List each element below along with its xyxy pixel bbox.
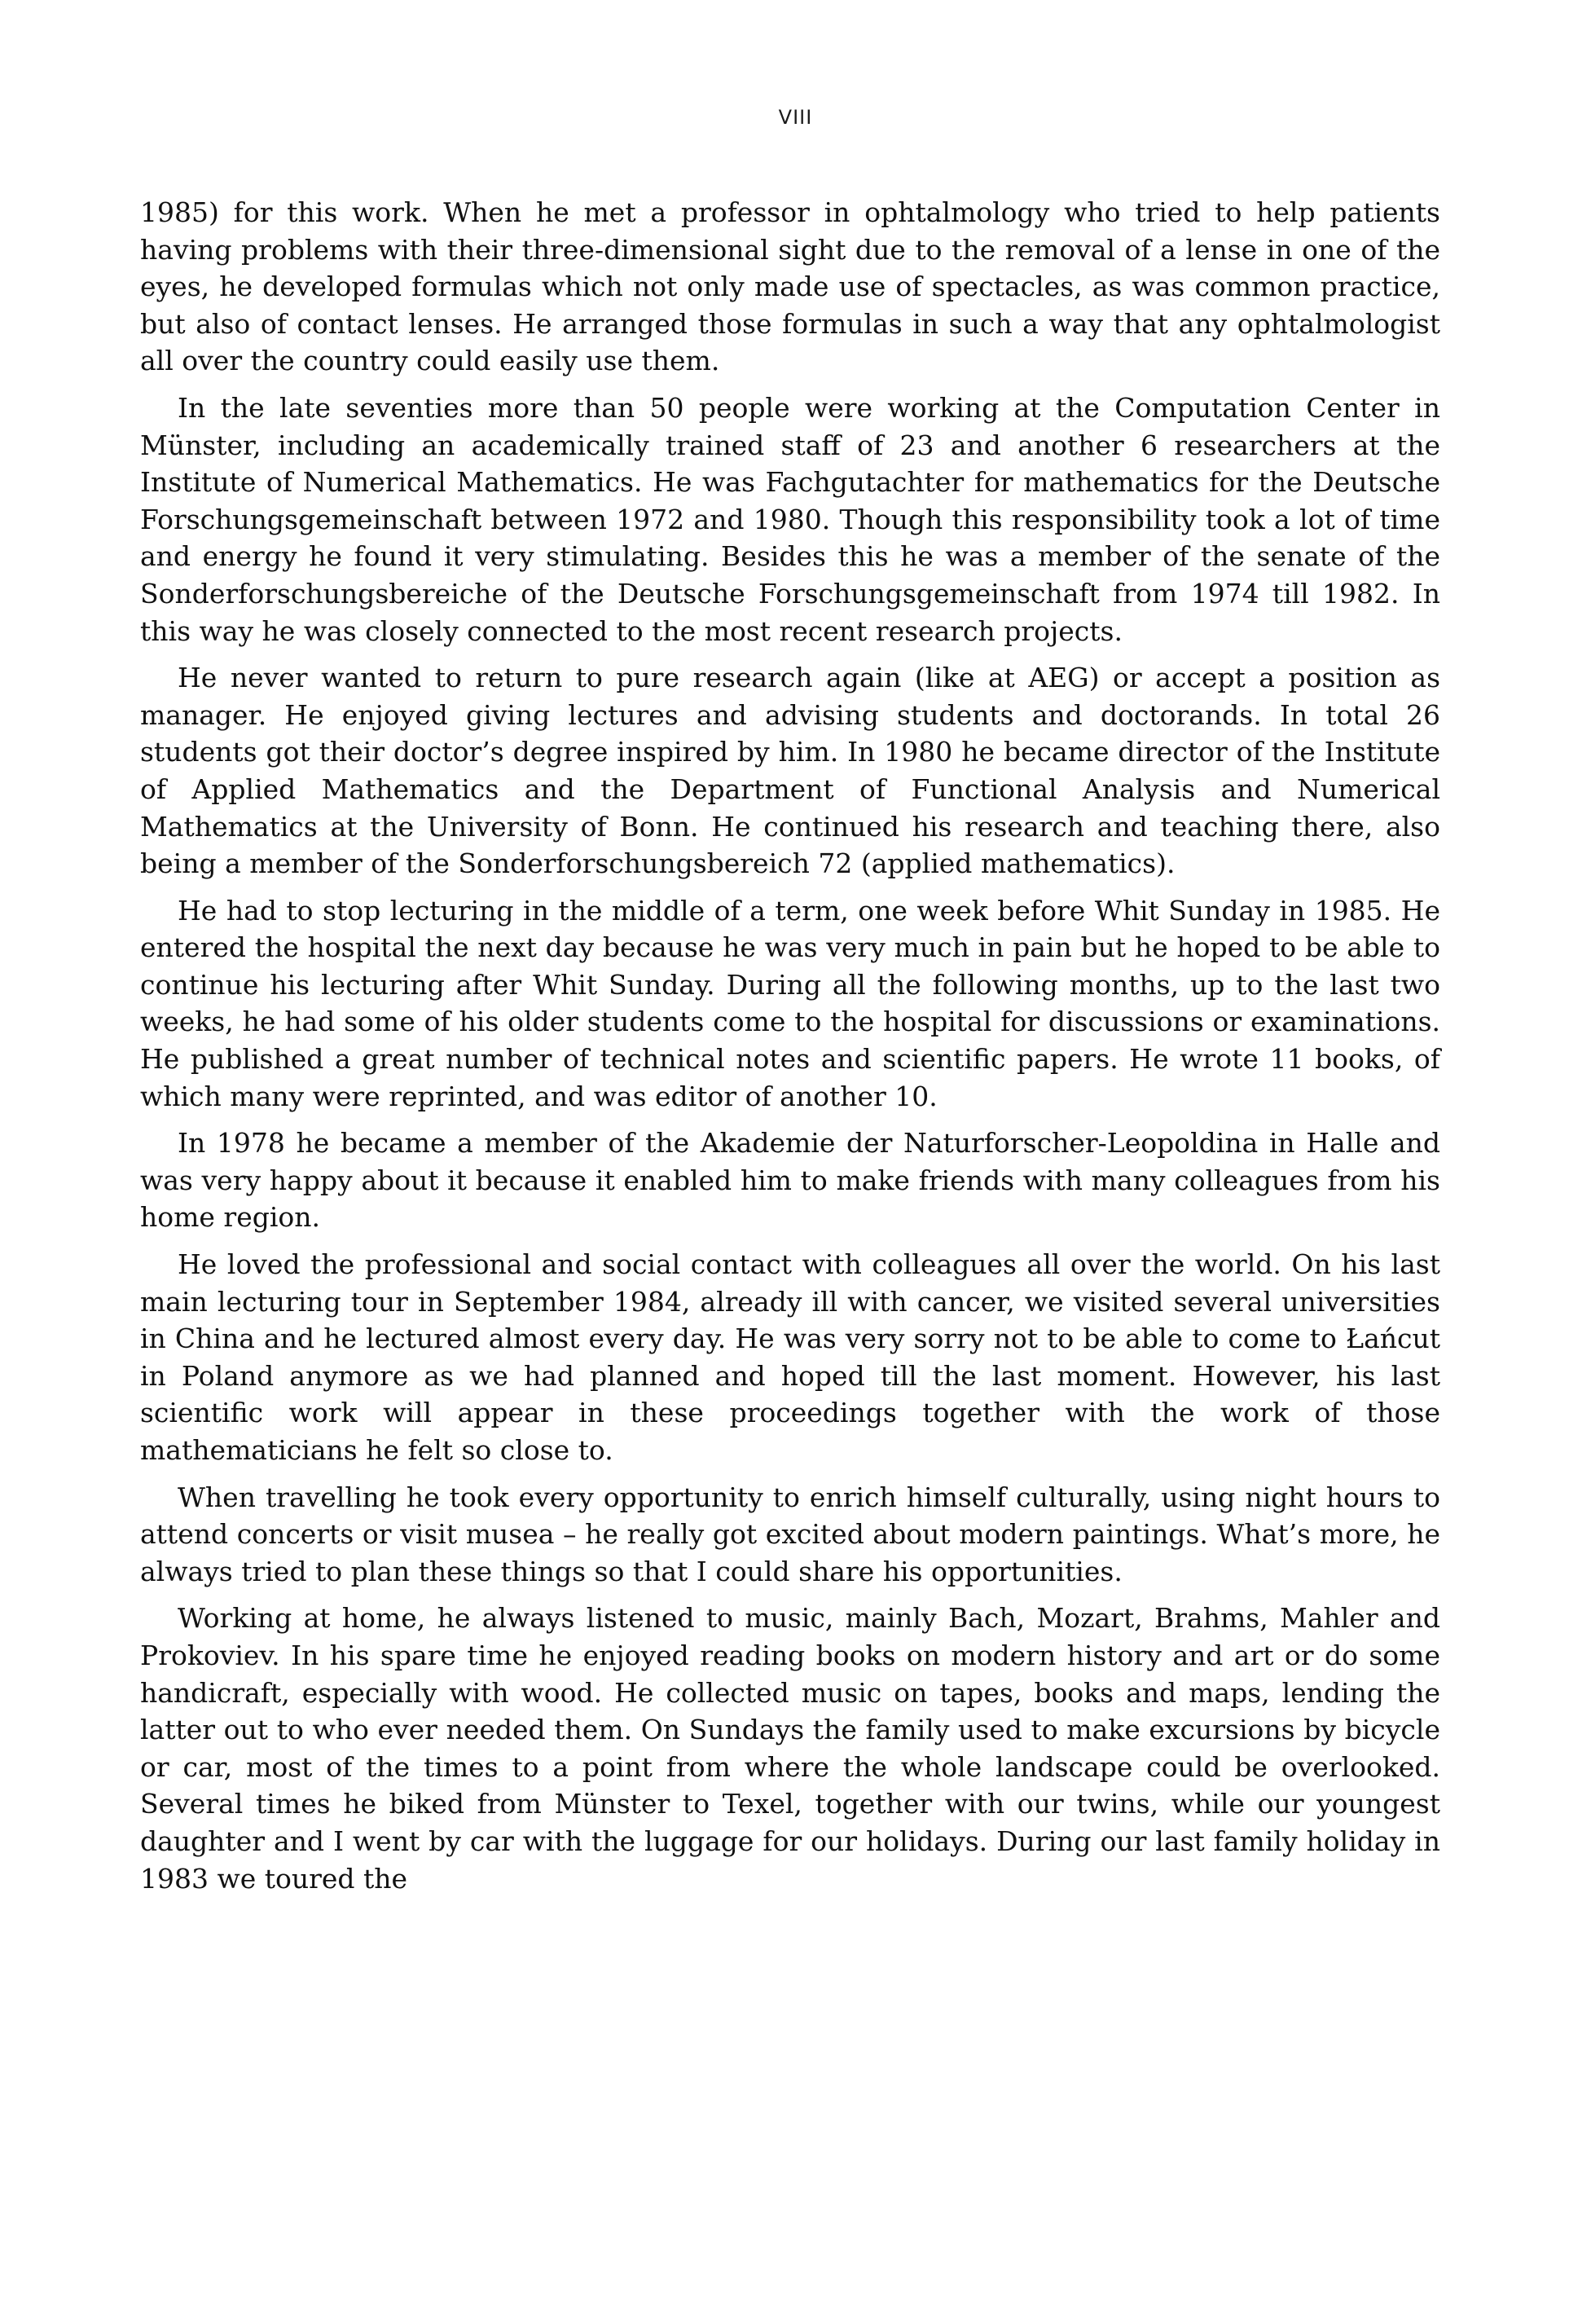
paragraph-3: He never wanted to return to pure research again (like at AEG) or accept a position as manager. He enjoyed giving lectures and advising students and doctorands. In total 26 students got their doctor’s degree inspired by him. In 1980 he became director of the Institute of Applied Mathematics and the Department of Functional Analysis and Numerical Mathematics at the University of Bonn. He continued his research and teaching there, also being a member of the Sonderforschungsbereich 72 (applied mathematics). — [140, 662, 1440, 880]
paragraph-7: When travelling he took every opportunity to enrich himself culturally, using night hours to attend concerts or visit musea – he really got excited about modern paintings. What’s more, he always tried to plan these things so that I could share his opportunities. — [140, 1481, 1440, 1587]
paragraph-2: In the late seventies more than 50 people were working at the Computation Center in Münster, including an academically trained staff of 23 and another 6 researchers at the Institute of Numerical Mathematics. He was Fachgutachter for mathematics for the Deutsche Forschungsgemeinschaft between 1972 and 1980. Though this responsibility took a lot of time and energy he found it very stimulating. Besides this he was a member of the senate of the Sonderforschungsbereiche of the Deutsche Forschungsgemeinschaft from 1974 till 1982. In this way he was closely connected to the most recent research projects. — [140, 391, 1440, 647]
paragraph-5: In 1978 he became a member of the Akademie der Naturforscher-Leopoldina in Halle and was very happy about it because it enabled him to make friends with many colleagues from his home region. — [140, 1127, 1440, 1234]
body-text — [140, 194, 1440, 1907]
paragraph-6: He loved the professional and social contact with colleagues all over the world. On his last main lecturing tour in September 1984, already ill with cancer, we visited several universities in China and he lectured almost every day. He was very sorry not to be able to come to Łańcut in Poland anymore as we had planned and hoped till the last moment. However, his last scientific work will appear in these proceedings together with the work of those mathematicians he felt so close to. — [140, 1248, 1440, 1466]
page-number: VIII — [778, 106, 813, 129]
paragraph-1: 1985) for this work. When he met a professor in ophtalmology who tried to help patients having problems with their three-dimensional sight due to the removal of a lense in one of the eyes, he developed formulas which not only made use of spectacles, as was common practice, but also of contact lenses. He arranged those formulas in such a way that any ophtalmologist all over the country could easily use them. — [140, 196, 1440, 377]
paragraph-4: He had to stop lecturing in the middle of a term, one week before Whit Sunday in 1985. He entered the hospital the next day because he was very much in pain but he hoped to be able to continue his lecturing after Whit Sunday. During all the following months, up to the last two weeks, he had some of his older students come to the hospital for discussions or examinations. He published a great number of technical notes and scientific papers. He wrote 11 books, of which many were reprinted, and was editor of another 10. — [140, 894, 1440, 1112]
paragraph-8: Working at home, he always listened to music, mainly Bach, Mozart, Brahms, Mahler and Prokoviev. In his spare time he enjoyed reading books on modern history and art or do some handicraft, especially with wood. He collected music on tapes, books and maps, lending the latter out to who ever needed them. On Sundays the family used to make excursions by bicycle or car, most of the times to a point from where the whole landscape could be overlooked. Several times he biked from Münster to Texel, together with our twins, while our youngest daughter and I went by car with the luggage for our holidays. During our last family holiday in 1983 we toured the — [140, 1602, 1440, 1895]
